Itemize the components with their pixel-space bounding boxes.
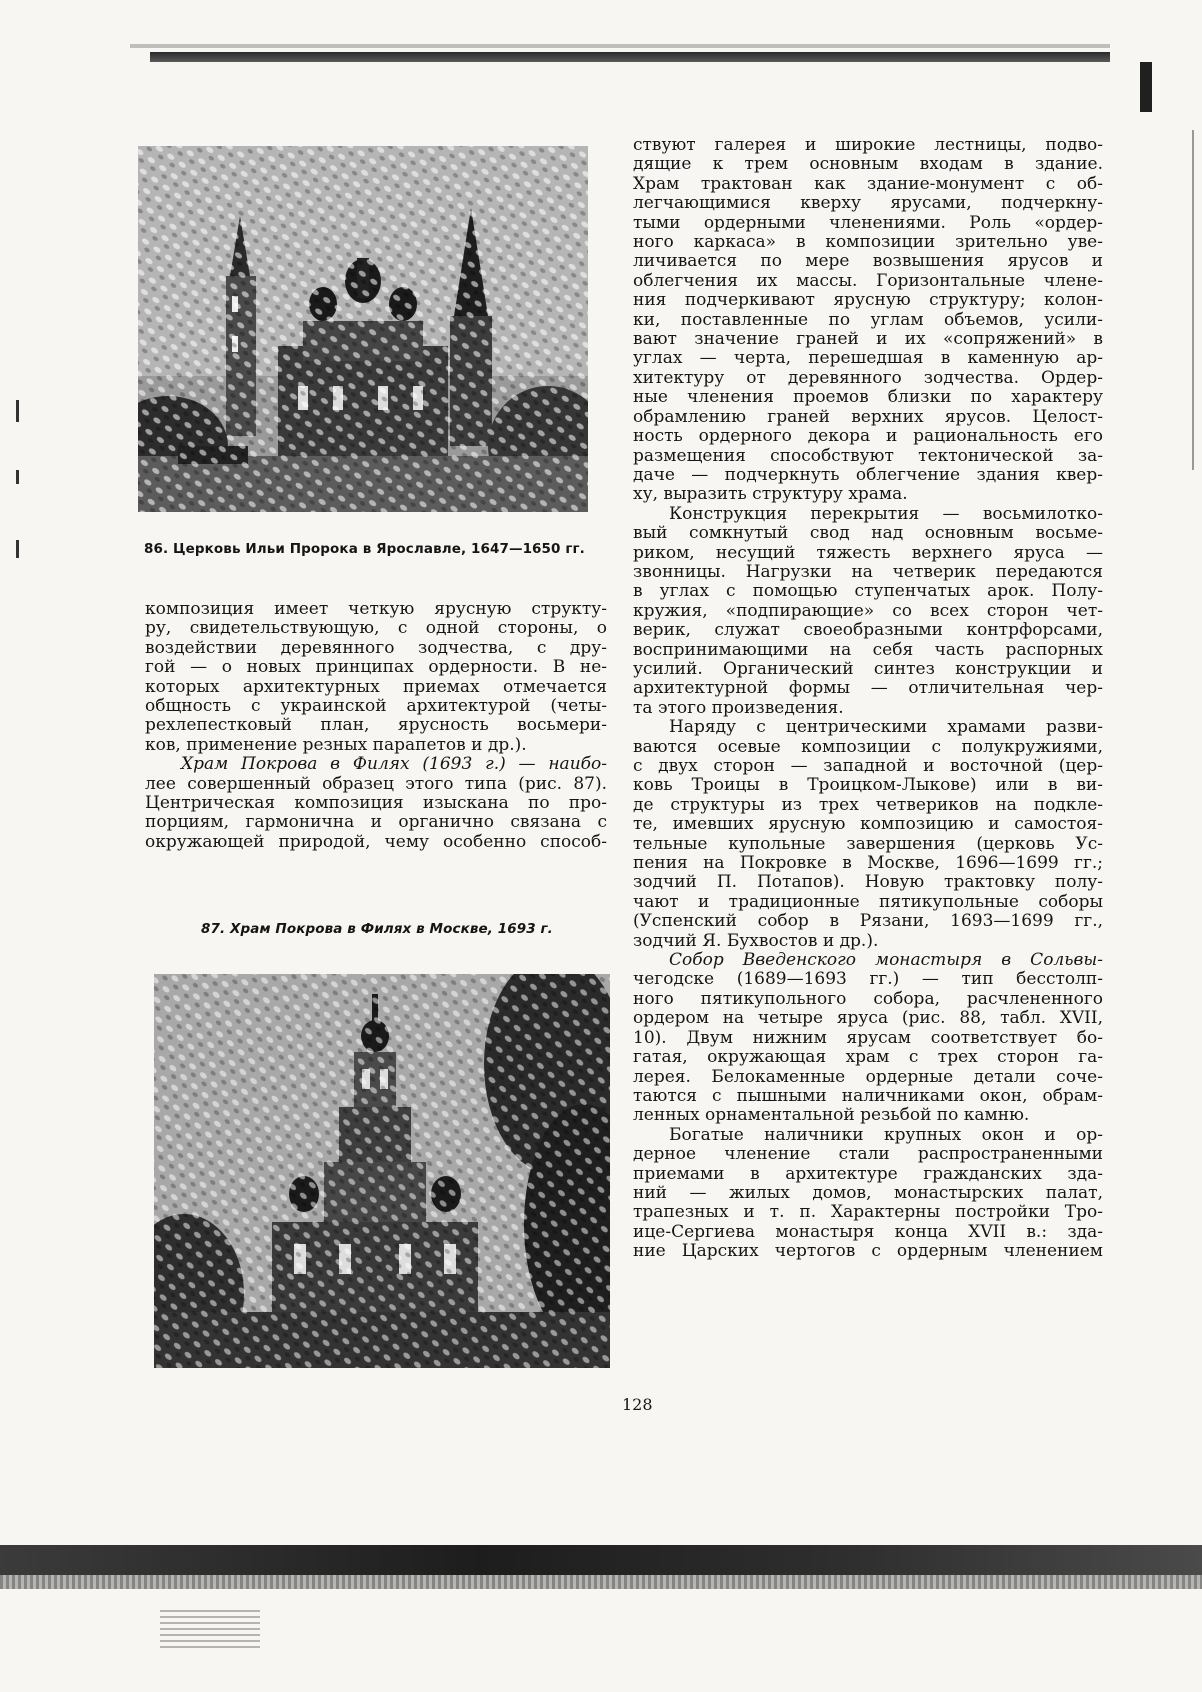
- text-line: ность ордерного декора и рациональность его: [633, 427, 1103, 447]
- text-line: тыми ордерными членениями. Роль «ордер-: [633, 213, 1103, 233]
- text-line: Конструкция перекрытия — восьмилотко-: [669, 504, 1103, 524]
- text-line: (Успенский собор в Рязани, 1693—1699 гг.,: [633, 912, 1103, 932]
- text-line: ковь Троицы в Троицком-Лыкове) или в ви-: [633, 776, 1103, 796]
- scan-bar-bottom: [0, 1545, 1202, 1575]
- figure-87-caption: 87. Храм Покрова в Филях в Москве, 1693 г.: [201, 921, 553, 937]
- text-line: 10). Двум нижним ярусам соответствует бо-: [633, 1028, 1103, 1048]
- text-line: усилий. Органический синтез конструкции и: [633, 659, 1103, 679]
- text-line: окружающей природой, чему особенно способ-: [145, 832, 607, 852]
- text-line: Центрическая композиция изыскана по про-: [145, 794, 607, 814]
- text-line: таются с пышными наличниками окон, обрам-: [633, 1086, 1103, 1106]
- figure-87-photo: [154, 974, 610, 1368]
- text-line: Храм трактован как здание-монумент с об-: [633, 174, 1103, 194]
- scan-bar-bottom-halftone: [0, 1575, 1202, 1589]
- text-line: общность с украинской архитектурой (четы-: [145, 697, 607, 717]
- text-line: зодчий Я. Бухвостов и др.).: [633, 931, 879, 951]
- text-line: звонницы. Нагрузки на четверик передаются: [633, 562, 1103, 582]
- figure-86-caption: 86. Церковь Ильи Пророка в Ярославле, 1647—1650 гг.: [144, 541, 585, 557]
- text-line: дерное членение стали распространенными: [633, 1145, 1103, 1165]
- text-line: риком, несущий тяжесть верхнего яруса —: [633, 543, 1103, 563]
- text-line: ки, поставленные по углам объемов, усили-: [633, 310, 1103, 330]
- text-line: кружия, «подпирающие» со всех сторон чет-: [633, 601, 1103, 621]
- text-line: тельные купольные завершения (церковь Ус-: [633, 834, 1103, 854]
- text-line: хитектуру от деревянного зодчества. Ордер-: [633, 368, 1103, 388]
- figure-86-photo: [138, 146, 588, 512]
- text-line: пения на Покровке в Москве, 1696—1699 гг.;: [633, 854, 1103, 874]
- text-line: композиция имеет четкую ярусную структу-: [145, 600, 607, 619]
- text-line: ице-Сергиева монастыря конца XVII в.: зда-: [633, 1222, 1103, 1242]
- text-line: та этого произведения.: [633, 698, 844, 718]
- text-line: обрамлению граней верхних ярусов. Целост-: [633, 407, 1103, 427]
- text-line: ру, свидетельствующую, с одной стороны, о: [145, 619, 607, 639]
- text-line: воспринимающими на себя часть распорных: [633, 640, 1103, 660]
- text-line: которых архитектурных приемах отмечается: [145, 677, 607, 697]
- text-line: Богатые наличники крупных окон и ор-: [669, 1125, 1103, 1145]
- text-line: ленных орнаментальной резьбой по камню.: [633, 1106, 1030, 1126]
- text-line: размещения способствуют тектонической за-: [633, 446, 1103, 466]
- text-line: чают и традиционные пятикупольные соборы: [633, 892, 1103, 912]
- text-line: гатая, окружающая храм с трех сторон га-: [633, 1048, 1103, 1068]
- right-column: [633, 136, 1103, 1262]
- text-line: Храм Покрова в Филях (1693 г.) — наибо-: [181, 755, 607, 775]
- text-line: вый сомкнутый свод над основным восьме-: [633, 524, 1103, 544]
- left-column: [145, 600, 607, 852]
- text-line: воздействии деревянного зодчества, с дру-: [145, 638, 607, 658]
- text-line: в углах с помощью ступенчатых арок. Полу-: [633, 582, 1103, 602]
- text-line: ствуют галерея и широкие лестницы, подво-: [633, 136, 1103, 155]
- text-line: де структуры из трех четвериков на подкле-: [633, 795, 1103, 815]
- text-line: рехлепестковый план, ярусность восьмери-: [145, 716, 607, 736]
- text-line: ния подчеркивают ярусную структуру; колон-: [633, 291, 1103, 311]
- text-line: дящие к трем основным входам в здание.: [633, 155, 1103, 175]
- scan-edge-top: [130, 44, 1110, 48]
- text-line: лерея. Белокаменные ордерные детали соче-: [633, 1067, 1103, 1087]
- text-line: те, имевших ярусную композицию и самостоя-: [633, 815, 1103, 835]
- text-line: углах — черта, перешедшая в каменную ар-: [633, 349, 1103, 369]
- text-line: трапезных и т. п. Характерны постройки Тро-: [633, 1203, 1103, 1223]
- scan-edge-mark: [16, 540, 19, 558]
- text-line: личивается по мере возвышения ярусов и: [633, 252, 1103, 272]
- text-line: легчающимися кверху ярусами, подчеркну-: [633, 194, 1103, 214]
- text-line: ные членения проемов близки по характеру: [633, 388, 1103, 408]
- text-line: даче — подчеркнуть облегчение здания квер-: [633, 465, 1103, 485]
- text-line: Наряду с центрическими храмами разви-: [669, 718, 1103, 738]
- text-line: вают значение граней и их «сопряжений» в: [633, 330, 1103, 350]
- text-line: ваются осевые композиции с полукружиями,: [633, 737, 1103, 757]
- page-number: 128: [622, 1395, 653, 1414]
- text-line: ние Царских чертогов с ордерным членением: [633, 1242, 1103, 1262]
- text-line: ордером на четыре яруса (рис. 88, табл. XVII,: [633, 1009, 1103, 1029]
- text-line: облегчения их массы. Горизонтальные члене-: [633, 271, 1103, 291]
- text-line: архитектурной формы — отличительная чер-: [633, 679, 1103, 699]
- text-line: ного каркаса» в композиции зрительно уве-: [633, 233, 1103, 253]
- scan-edge-right: [1192, 130, 1194, 470]
- text-line: ний — жилых домов, монастырских палат,: [633, 1183, 1103, 1203]
- scan-bar-bottom-lines: [160, 1610, 260, 1650]
- text-line: ного пятикупольного собора, расчлененного: [633, 989, 1103, 1009]
- scan-edge-mark: [16, 400, 19, 422]
- scan-edge-mark: [16, 470, 19, 484]
- text-line: чегодске (1689—1693 гг.) — тип бесстолп-: [633, 970, 1103, 990]
- text-line: зодчий П. Потапов). Новую трактовку полу-: [633, 873, 1103, 893]
- text-line: с двух сторон — западной и восточной (цер-: [633, 757, 1103, 776]
- scan-bar-top: [150, 52, 1110, 62]
- scan-corner-mark: [1140, 62, 1152, 112]
- text-line: приемами в архитектуре гражданских зда-: [633, 1164, 1103, 1184]
- text-line: верик, служат своеобразными контрфорсами,: [633, 621, 1103, 641]
- text-line: ков, применение резных парапетов и др.).: [145, 735, 527, 755]
- text-line: порциям, гармонична и органично связана с: [145, 813, 607, 833]
- text-line: Собор Введенского монастыря в Сольвы-: [669, 951, 1103, 971]
- text-line: лее совершенный образец этого типа (рис. 87).: [145, 774, 607, 794]
- text-line: гой — о новых принципах ордерности. В не-: [145, 658, 607, 678]
- text-line: ху, выразить структуру храма.: [633, 485, 908, 505]
